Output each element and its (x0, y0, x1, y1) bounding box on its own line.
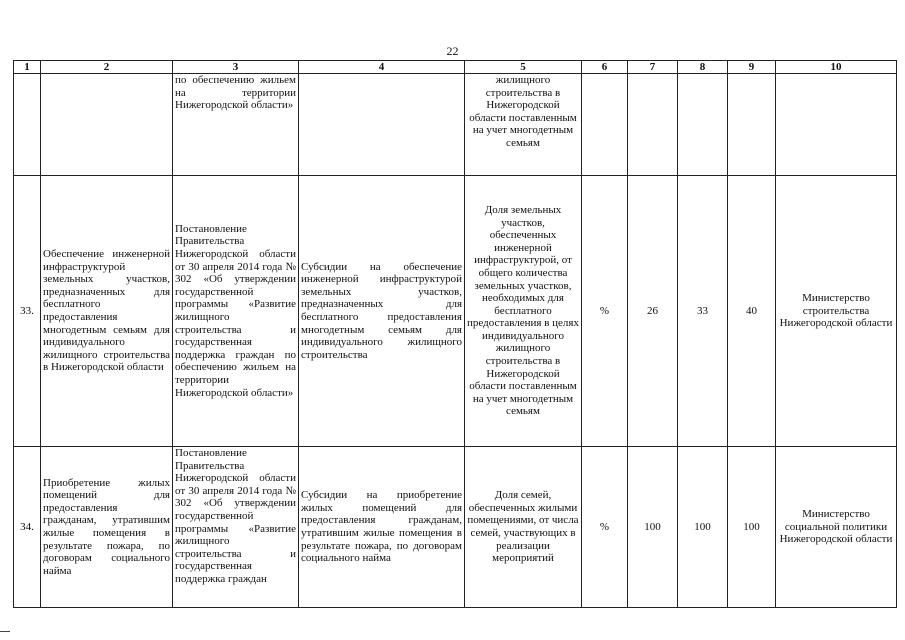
empty-cell (299, 74, 465, 176)
measure-name-cell: Обеспечение инженерной инфраструктурой земельных участков, предназначенных для бесплатного предоставления многодетным семьям для индивидуального жилищного строительства в Нижегородской области (41, 176, 173, 447)
row-number-cell: 34. (14, 447, 41, 608)
indicator-continuation-cell: жилищного строительства в Нижегородской области поставленным на учет многодетным семьям (465, 74, 582, 176)
empty-cell (728, 74, 776, 176)
empty-cell (678, 74, 728, 176)
value-cell: 33 (678, 176, 728, 447)
row-number-cell: 33. (14, 176, 41, 447)
value-cell: 40 (728, 176, 776, 447)
page-number: 22 (446, 44, 459, 58)
legal-basis-cell: Постановление Правительства Нижегородской области от 30 апреля 2014 года № 302 «Об утверждении государственной программы «Развитие жилищного строительства и государственная поддержка граждан (173, 447, 299, 608)
responsible-cell: Министерство строительства Нижегородской области (776, 176, 897, 447)
basis-continuation-cell: по обеспечению жильем на территории Нижегородской области» (173, 74, 299, 176)
unit-cell: % (582, 176, 628, 447)
header-cell: 8 (678, 61, 728, 74)
header-cell: 4 (299, 61, 465, 74)
measure-name-cell: Приобретение жилых помещений для предоставления гражданам, утратившим жилые помещения в результате пожара, по договорам социального найма (41, 447, 173, 608)
table-row-33 (14, 176, 897, 447)
header-cell: 2 (41, 61, 173, 74)
header-row (14, 61, 897, 74)
empty-cell (582, 74, 628, 176)
empty-cell (776, 74, 897, 176)
measure-description-cell: Субсидии на обеспечение инженерной инфраструктурой земельных участков, предназначенных для бесплатного предоставления многодетным семьям для индивидуального жилищного строительства (299, 176, 465, 447)
measures-table (13, 60, 897, 608)
value-cell: 100 (628, 447, 678, 608)
measure-description-cell: Субсидии на приобретение жилых помещений для предоставления гражданам, утратившим жилые помещения в результате пожара, по договорам социального найма (299, 447, 465, 608)
unit-cell: % (582, 447, 628, 608)
header-cell: 10 (776, 61, 897, 74)
value-cell: 26 (628, 176, 678, 447)
legal-basis-cell: Постановление Правительства Нижегородской области от 30 апреля 2014 года № 302 «Об утверждении государственной программы «Развитие жилищного строительства и государственная поддержка граждан по обеспечению жильем на территории Нижегородской области» (173, 176, 299, 447)
value-cell: 100 (728, 447, 776, 608)
table-row-34 (14, 447, 897, 608)
table-row-continuation (14, 74, 897, 176)
header-cell: 5 (465, 61, 582, 74)
indicator-cell: Доля земельных участков, обеспеченных инженерной инфраструктурой, от общего количества земельных участков, необходимых для бесплатного предоставления в целях индивидуального жилищного строительства в Нижегородской области поставленным на учет многодетным семьям (465, 176, 582, 447)
header-cell: 3 (173, 61, 299, 74)
empty-cell (14, 74, 41, 176)
header-cell: 6 (582, 61, 628, 74)
header-cell: 9 (728, 61, 776, 74)
header-cell: 7 (628, 61, 678, 74)
indicator-cell: Доля семей, обеспеченных жилыми помещениями, от числа семей, участвующих в реализации мероприятий (465, 447, 582, 608)
header-cell: 1 (14, 61, 41, 74)
empty-cell (628, 74, 678, 176)
scan-mark (0, 631, 10, 632)
empty-cell (41, 74, 173, 176)
value-cell: 100 (678, 447, 728, 608)
responsible-cell: Министерство социальной политики Нижегородской области (776, 447, 897, 608)
